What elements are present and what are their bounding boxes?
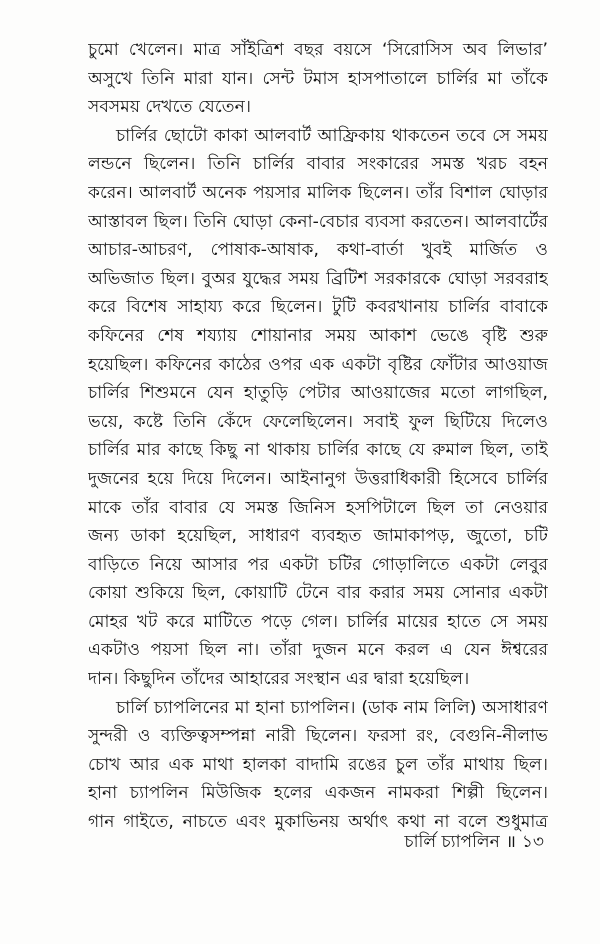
text-line: লন্ডনে ছিলেন। তিনি চার্লির বাবার সংকারের সমস্ত খরচ বহন <box>88 154 548 175</box>
text-line: দুজনের হয়ে দিয়ে দিলেন। আইনানুগ উত্তরাধিকারী হিসেবে চার্লির <box>88 468 548 489</box>
text-line: ভয়ে, কষ্টে তিনি কেঁদে ফেলেছিলেন। সবাই ফুল ছিটিয়ে দিলেও <box>88 411 548 432</box>
text-line: চোখ আর এক মাথা হালকা বাদামি রঙের চুল তাঁর মাথায় ছিল। <box>88 754 548 775</box>
text-line: মাকে তাঁর বাবার যে সমস্ত জিনিস হসপিটালে ছিল তা নেওয়ার <box>88 497 548 518</box>
text-line: করেন। আলবার্ট অনেক পয়সার মালিক ছিলেন। তাঁর বিশাল ঘোড়ার <box>88 182 548 203</box>
text-line: অসুখে তিনি মারা যান। সেন্ট টমাস হাসপাতালে চার্লির মা তাঁকে <box>88 68 548 89</box>
text-line: চুমো খেলেন। মাত্র সাঁইত্রিশ বছর বয়সে ‘সিরোসিস অব লিভার’ <box>88 40 548 60</box>
page-footer <box>404 830 544 854</box>
text-line: দান। কিছুদিন তাঁদের আহারের সংস্থান এর দ্বারা হয়েছিল। <box>88 669 470 690</box>
text-line: সবসময় দেখতে যেতেন। <box>88 97 252 118</box>
text-line: আচার-আচরণ, পোষাক-আষাক, কথা-বার্তা খুবই মার্জিত ও <box>88 240 548 261</box>
text-line: একটাও পয়সা ছিল না। তাঁরা দুজন মনে করল এ যেন ঈশ্বরের <box>88 640 548 661</box>
text-line: আস্তাবল ছিল। তিনি ঘোড়া কেনা-বেচার ব্যবসা করতেন। আলবার্টের <box>88 211 548 232</box>
running-footer-title: চার্লি চ্যাপলিন <box>404 832 500 852</box>
text-line: হয়েছিল। কফিনের কাঠের ওপর এক একটা বৃষ্টির ফোঁটার আওয়াজ <box>88 354 548 375</box>
text-line: করে বিশেষ সাহায্য করে ছিলেন। টুটি কবরখানায় চার্লির বাবাকে <box>88 297 548 318</box>
text-line: বাড়িতে নিয়ে আসার পর একটা চটির গোড়ালিতে একটা লেবুর <box>88 554 548 575</box>
text-line: চার্লির ছোটো কাকা আলবার্ট আফ্রিকায় থাকতেন তবে সে সময় <box>116 125 548 146</box>
page-body-text <box>88 36 548 837</box>
text-line: অভিজাত ছিল। বুঅর যুদ্ধের সময় ব্রিটিশ সরকারকে ঘোড়া সরবরাহ <box>88 268 548 289</box>
text-line: চার্লির মার কাছে কিছু না থাকায় চার্লির কাছে যে রুমাল ছিল, তাই <box>88 440 548 461</box>
text-line: চার্লি চ্যাপলিনের মা হানা চ্যাপলিন। (ডাক নাম লিলি) অসাধারণ <box>116 697 548 718</box>
footer-separator: ॥ <box>505 832 516 852</box>
text-line: হানা চ্যাপলিন মিউজিক হলের একজন নামকরা শিল্পী ছিলেন। <box>88 783 548 804</box>
text-line: কফিনের শেষ শয্যায় শোয়ানার সময় আকাশ ভেঙে বৃষ্টি শুরু <box>88 325 548 346</box>
text-line: কোয়া শুকিয়ে ছিল, কোয়াটি টেনে বার করার সময় সোনার একটা <box>88 583 548 604</box>
text-line: সুন্দরী ও ব্যক্তিত্বসম্পন্না নারী ছিলেন। ফরসা রং, বেগুনি-নীলাভ <box>88 726 548 747</box>
page-number: ১৩ <box>521 832 544 852</box>
text-line: গান গাইতে, নাচতে এবং মুকাভিনয় অর্থাৎ কথা না বলে শুধুমাত্র <box>88 812 548 833</box>
text-line: মোহর খট করে মাটিতে পড়ে গেল। চার্লির মায়ের হাতে সে সময় <box>88 611 548 632</box>
text-line: জন্য ডাকা হয়েছিল, সাধারণ ব্যবহৃত জামাকাপড়, জুতো, চটি <box>88 526 548 547</box>
text-line: চার্লির শিশুমনে যেন হাতুড়ি পেটার আওয়াজের মতো লাগছিল, <box>88 383 548 404</box>
